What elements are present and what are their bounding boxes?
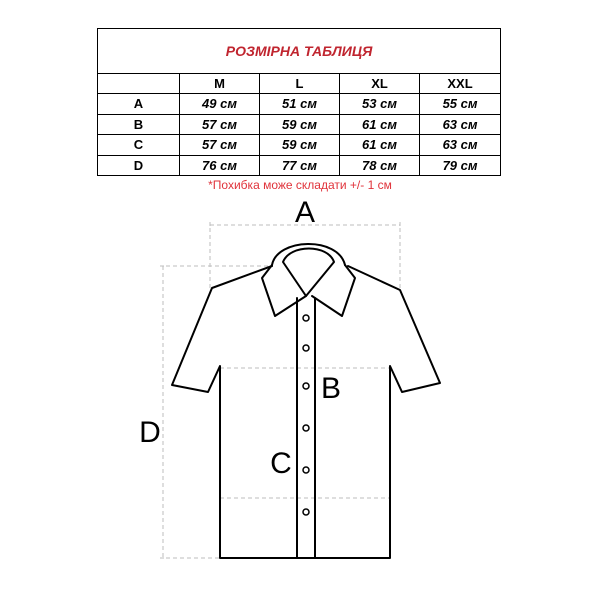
table-cell: 59 см [260, 114, 340, 135]
table-cell: 79 см [420, 155, 501, 176]
collar-right [312, 265, 355, 316]
row-label: D [98, 155, 180, 176]
label-d: D [139, 416, 161, 449]
button [303, 509, 309, 515]
size-header: L [260, 74, 340, 94]
table-cell: 55 см [420, 94, 501, 115]
table-cell: 61 см [340, 135, 420, 156]
row-label: C [98, 135, 180, 156]
button [303, 345, 309, 351]
label-a: A [294, 196, 316, 229]
button [303, 467, 309, 473]
size-header: XXL [420, 74, 501, 94]
button [303, 315, 309, 321]
button [303, 425, 309, 431]
table-cell: 78 см [340, 155, 420, 176]
table-cell: 61 см [340, 114, 420, 135]
collar-left [262, 265, 306, 316]
table-cell: 59 см [260, 135, 340, 156]
row-label: A [98, 94, 180, 115]
table-cell: 51 см [260, 94, 340, 115]
button [303, 383, 309, 389]
neck-inner [283, 249, 334, 297]
label-c: C [270, 447, 292, 480]
table-cell: 63 см [420, 135, 501, 156]
buttons [303, 315, 309, 515]
tolerance-note: *Похибка може складати +/- 1 см [208, 178, 392, 192]
row-label: B [98, 114, 180, 135]
table-cell: 76 см [180, 155, 260, 176]
table-cell: 57 см [180, 114, 260, 135]
label-b: B [320, 372, 342, 405]
table-cell: 77 см [260, 155, 340, 176]
size-header: M [180, 74, 260, 94]
table-cell: 53 см [340, 94, 420, 115]
table-cell: 57 см [180, 135, 260, 156]
table-title: РОЗМІРНА ТАБЛИЦЯ [98, 29, 501, 74]
size-header: XL [340, 74, 420, 94]
table-cell: 63 см [420, 114, 501, 135]
table-cell: 49 см [180, 94, 260, 115]
